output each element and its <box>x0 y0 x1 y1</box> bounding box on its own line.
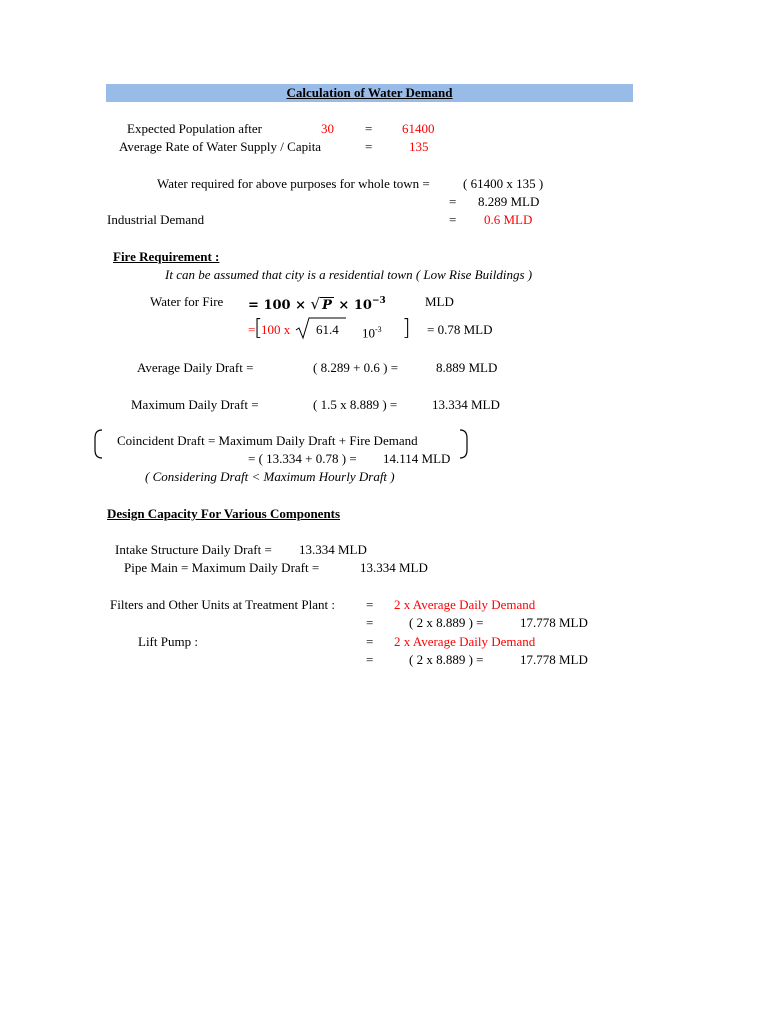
intake-value: 13.334 MLD <box>299 542 367 557</box>
coincident-note: ( Considering Draft < Maximum Hourly Draft ) <box>145 469 395 484</box>
max-daily-label: Maximum Daily Draft = <box>131 397 259 412</box>
formula-times-2: × <box>338 298 350 313</box>
coincident-result: 14.114 MLD <box>383 451 451 466</box>
sub-exp: -3 <box>375 325 382 334</box>
pipe-value: 13.334 MLD <box>360 560 428 575</box>
left-bracket-icon: [ <box>254 316 263 341</box>
fire-unit: MLD <box>425 294 454 309</box>
page-title: Calculation of Water Demand <box>286 85 453 100</box>
sub-result: = 0.78 MLD <box>427 322 493 337</box>
rate-label: Average Rate of Water Supply / Capita <box>119 139 322 154</box>
fire-water-label: Water for Fire <box>150 294 224 309</box>
avg-daily-label: Average Daily Draft = <box>137 360 254 375</box>
formula-eq: = <box>248 298 259 313</box>
industrial-label: Industrial Demand <box>107 212 205 227</box>
filters-calc: ( 2 x 8.889 ) = <box>409 615 484 630</box>
water-required-expr: ( 61400 x 135 ) <box>463 176 544 191</box>
industrial-value: 0.6 MLD <box>484 212 533 227</box>
sub-100x: 100 x <box>261 322 291 337</box>
population-years: 30 <box>321 121 334 136</box>
left-brace-icon <box>92 428 104 460</box>
lift-result: 17.778 MLD <box>520 652 588 667</box>
filters-eq2: = <box>366 615 374 630</box>
coincident-expr: = ( 13.334 + 0.78 ) = <box>248 451 357 466</box>
sub-eq: = <box>248 322 256 337</box>
lift-expr: 2 x Average Daily Demand <box>394 634 536 649</box>
water-required-label: Water required for above purposes for whole town = <box>157 176 430 191</box>
filters-result: 17.778 MLD <box>520 615 588 630</box>
title-bar <box>106 84 633 102</box>
avg-daily-expr: ( 8.289 + 0.6 ) = <box>313 360 399 375</box>
lift-eq: = <box>366 634 374 649</box>
fire-heading: Fire Requirement : <box>113 249 220 264</box>
water-required-eq: = <box>449 194 457 209</box>
fire-formula <box>248 292 386 315</box>
formula-10: 10 <box>353 298 372 313</box>
population-eq: = <box>365 121 373 136</box>
industrial-eq: = <box>449 212 457 227</box>
sub-p: 61.4 <box>316 322 339 337</box>
sub-10-base: 10 <box>362 325 375 341</box>
water-required-result: 8.289 MLD <box>478 194 540 209</box>
formula-times-1: × <box>295 298 307 313</box>
population-value: 61400 <box>402 121 435 136</box>
max-daily-result: 13.334 MLD <box>432 397 500 412</box>
rate-eq: = <box>365 139 373 154</box>
coincident-line1: Coincident Draft = Maximum Daily Draft + Fire Demand <box>117 433 418 448</box>
lift-eq2: = <box>366 652 374 667</box>
fire-note: It can be assumed that city is a residential town ( Low Rise Buildings ) <box>165 267 533 282</box>
right-bracket-icon: ] <box>402 316 411 341</box>
right-brace-icon <box>458 428 470 460</box>
rate-value: 135 <box>409 139 429 154</box>
avg-daily-result: 8.889 MLD <box>436 360 498 375</box>
formula-p: P <box>322 298 332 313</box>
design-heading: Design Capacity For Various Components <box>107 506 341 521</box>
population-label: Expected Population after <box>127 121 263 136</box>
intake-label: Intake Structure Daily Draft = <box>115 542 272 557</box>
filters-eq: = <box>366 597 374 612</box>
max-daily-expr: ( 1.5 x 8.889 ) = <box>313 397 398 412</box>
formula-exp: −3 <box>371 296 386 306</box>
filters-label: Filters and Other Units at Treatment Plant : <box>110 597 335 612</box>
sqrt-icon: √ <box>310 295 321 313</box>
filters-expr: 2 x Average Daily Demand <box>394 597 536 612</box>
sub-10 <box>362 322 382 340</box>
lift-label: Lift Pump : <box>138 634 198 649</box>
formula-100: 100 <box>263 298 291 313</box>
pipe-label: Pipe Main = Maximum Daily Draft = <box>124 560 320 575</box>
lift-calc: ( 2 x 8.889 ) = <box>409 652 484 667</box>
